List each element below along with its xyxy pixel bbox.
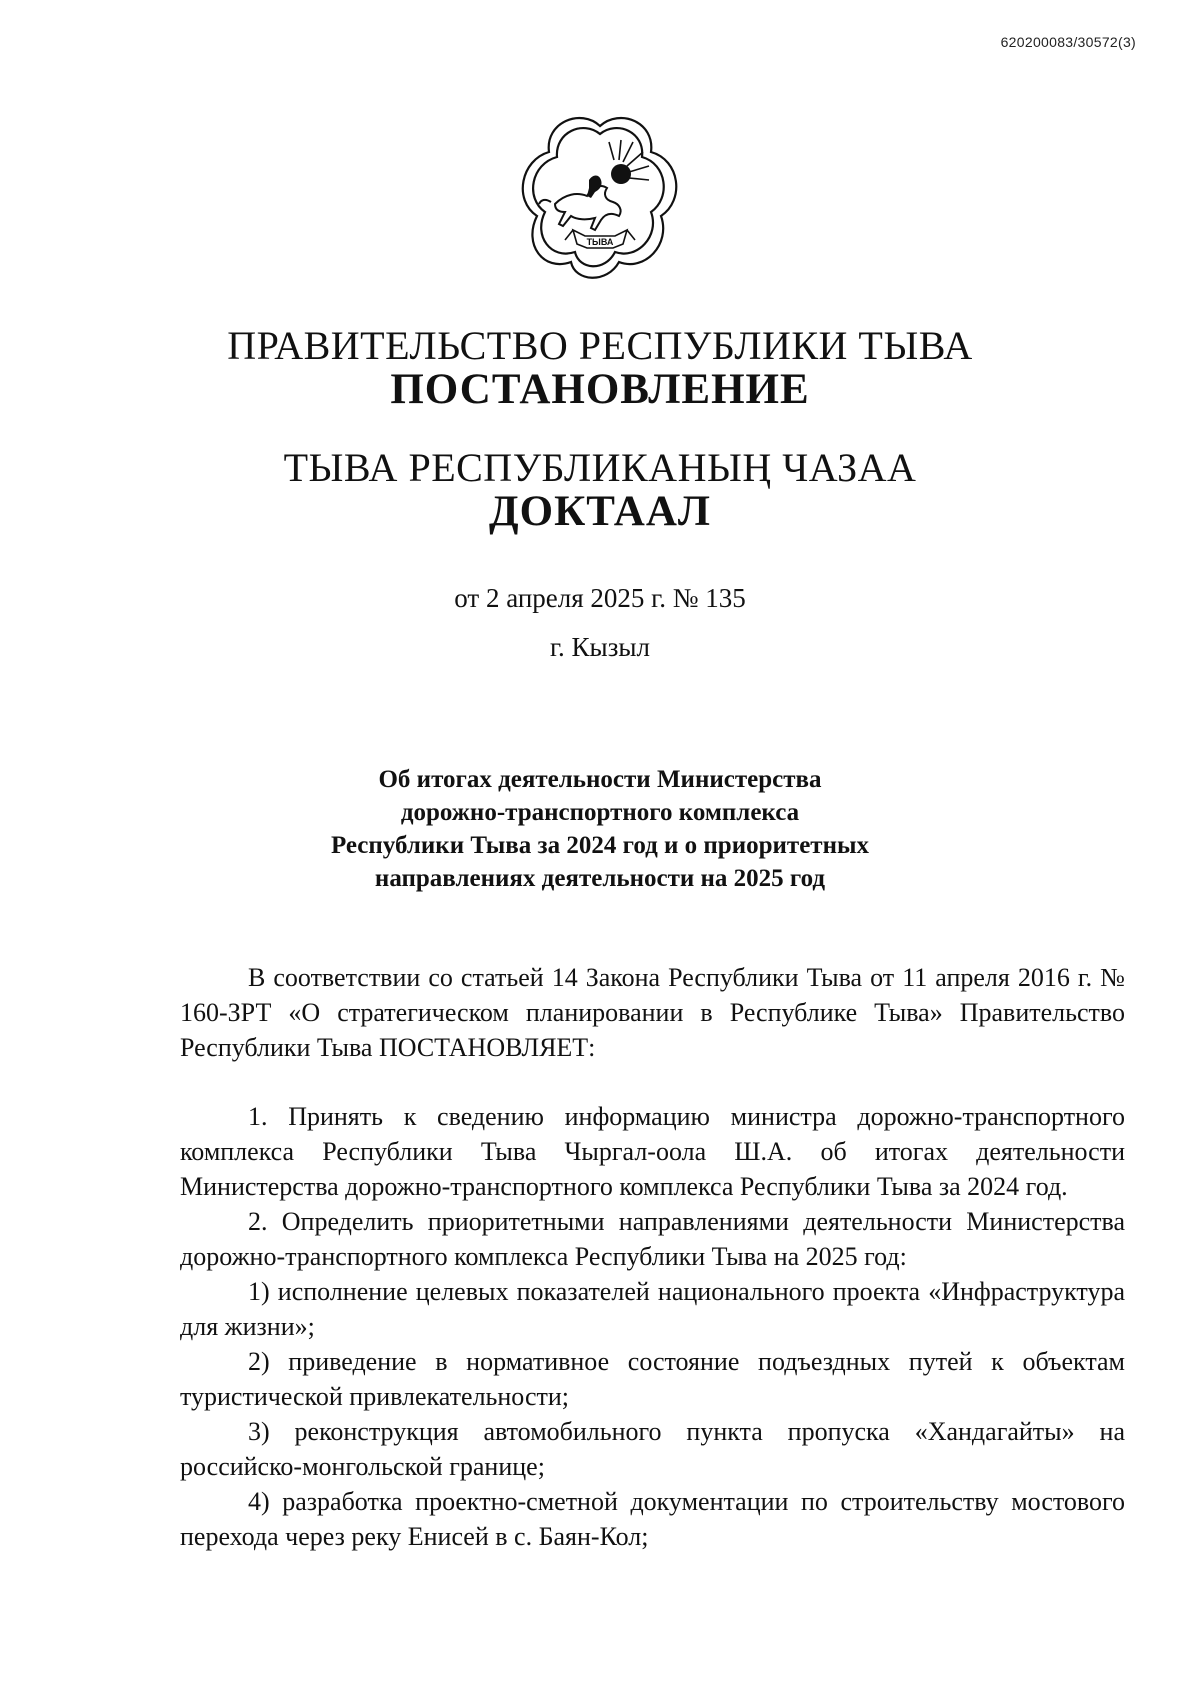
- government-title-ru: ПРАВИТЕЛЬСТВО РЕСПУБЛИКИ ТЫВА: [227, 323, 973, 368]
- item-paragraph: 2. Определить приоритетными направлениями деятельности Министерства дорожно-транспортного комплекса Республики Тыва на 2025 год:: [180, 1207, 1125, 1271]
- subitem-paragraph: 2) приведение в нормативное состояние подъездных путей к объектам туристической привлекательности;: [180, 1347, 1125, 1411]
- coat-of-arms-icon: [515, 112, 685, 282]
- subitem-paragraph: 1) исполнение целевых показателей национального проекта «Инфраструктура для жизни»;: [180, 1277, 1125, 1341]
- decree-city: г. Кызыл: [550, 632, 650, 662]
- document-id: 620200083/30572(3): [1000, 34, 1136, 50]
- title-line: Об итогах деятельности Министерства: [378, 766, 822, 793]
- subitem-paragraph: 4) разработка проектно-сметной документации по строительству мостового перехода через реку Енисей в с. Баян-Кол;: [180, 1487, 1125, 1551]
- decree-subject-title: [0, 763, 1200, 895]
- svg-text:ТЫВА: ТЫВА: [586, 237, 614, 247]
- subitem-paragraph: 3) реконструкция автомобильного пункта пропуска «Хандагайты» на российско-монгольской границе;: [180, 1417, 1125, 1481]
- preamble-paragraph: В соответствии со статьей 14 Закона Республики Тыва от 11 апреля 2016 г. № 160-ЗРТ «О стратегическом планировании в Республике Тыва» Правительство Республики Тыва ПОСТАНОВЛЯЕТ:: [180, 963, 1125, 1062]
- item-paragraph: 1. Принять к сведению информацию министра дорожно-транспортного комплекса Республики Тыва Чыргал-оола Ш.А. об итогах деятельности Министерства дорожно-транспортного комплекса Республики Тыва за 2024 год.: [180, 1102, 1125, 1201]
- title-line: Республики Тыва за 2024 год и о приоритетных: [330, 832, 870, 859]
- decree-body: [180, 960, 1125, 1554]
- decree-date-number: от 2 апреля 2025 г. № 135: [454, 583, 746, 613]
- tuva-coat-of-arms-icon: [515, 112, 685, 282]
- title-line: направлениях деятельности на 2025 год: [374, 865, 826, 892]
- title-line: дорожно-транспортного комплекса: [400, 799, 800, 826]
- decree-title-ru: ПОСТАНОВЛЕНИЕ: [390, 366, 810, 413]
- decree-title-tyv: ДОКТААЛ: [489, 488, 711, 535]
- government-title-tyv: ТЫВА РЕСПУБЛИКАНЫҢ ЧАЗАА: [283, 445, 917, 490]
